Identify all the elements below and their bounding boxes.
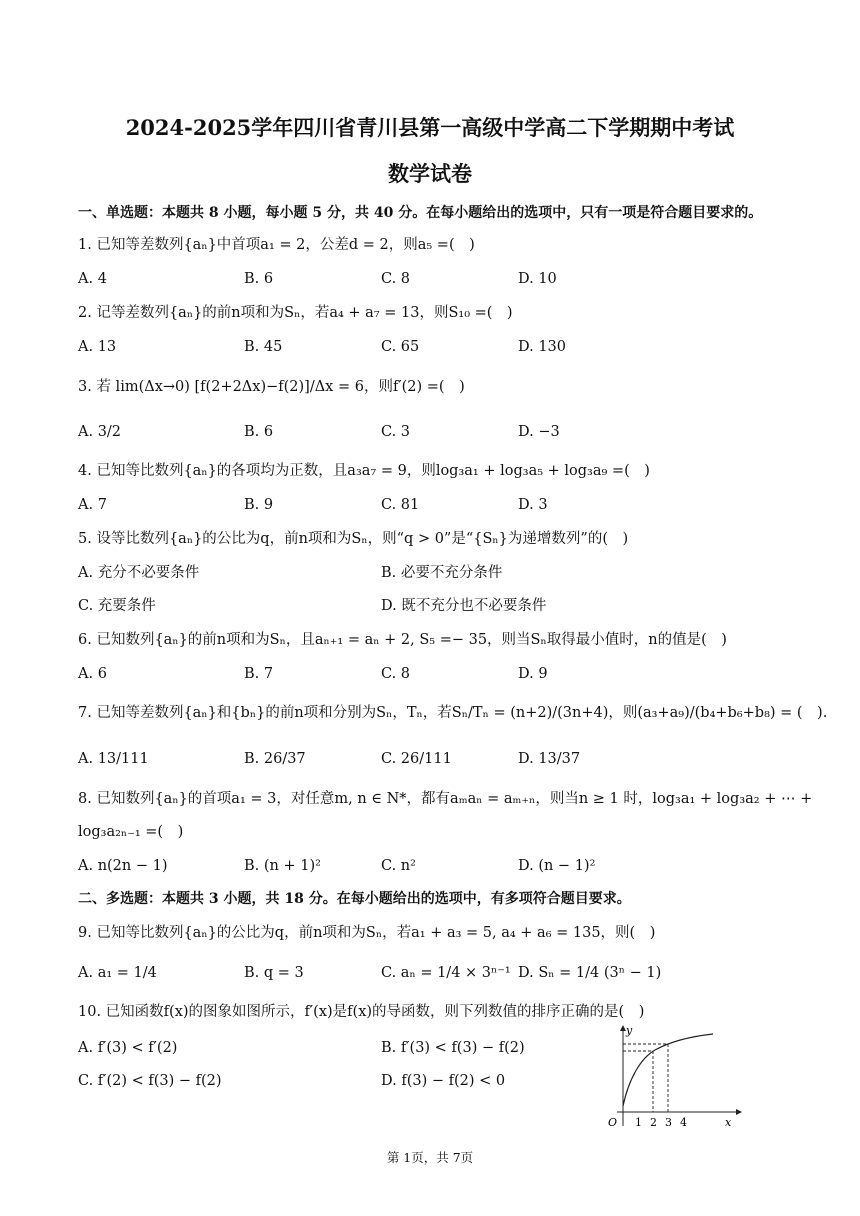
tick-1: 1 bbox=[635, 1116, 642, 1129]
q9-option-b: B. q = 3 bbox=[244, 965, 304, 981]
q6-option-d: D. 9 bbox=[518, 666, 548, 682]
y-axis-label: y bbox=[626, 1024, 633, 1037]
q7-option-b: B. 26/37 bbox=[244, 751, 306, 767]
q8-option-a: A. n(2n − 1) bbox=[78, 858, 168, 874]
q3-option-c: C. 3 bbox=[381, 424, 411, 440]
question-2: 2. 记等差数列{aₙ}的前n项和为Sₙ，若a₄ + a₇ = 13，则S₁₀ =( ) bbox=[78, 305, 513, 321]
q8-option-c: C. n² bbox=[381, 858, 416, 874]
question-4: 4. 已知等比数列{aₙ}的各项均为正数，且a₃a₇ = 9，则log₃a₁ + log₃a₅ + log₃a₉ =( ) bbox=[78, 463, 650, 479]
tick-3: 3 bbox=[665, 1116, 672, 1129]
section-1-heading: 一、单选题：本题共 8 小题，每小题 5 分，共 40 分。在每小题给出的选项中，只有一项是符合题目要求的。 bbox=[78, 205, 763, 221]
q7-option-d: D. 13/37 bbox=[518, 751, 581, 767]
q3-option-d: D. −3 bbox=[518, 424, 560, 440]
q9-option-c: C. aₙ = 1/4 × 3ⁿ⁻¹ bbox=[381, 965, 511, 981]
q4-option-a: A. 7 bbox=[78, 497, 107, 513]
section-2-heading: 二、多选题：本题共 3 小题，共 18 分。在每小题给出的选项中，有多项符合题目要求。 bbox=[78, 891, 631, 907]
q1-option-c: C. 8 bbox=[381, 271, 411, 287]
q3-option-b: B. 6 bbox=[244, 424, 274, 440]
q7-option-a: A. 13/111 bbox=[78, 751, 149, 767]
q6-option-b: B. 7 bbox=[244, 666, 274, 682]
x-axis-label: x bbox=[725, 1116, 732, 1129]
q2-option-b: B. 45 bbox=[244, 339, 283, 355]
q10-option-c: C. f′(2) < f(3) − f(2) bbox=[78, 1073, 222, 1089]
tick-2: 2 bbox=[650, 1116, 657, 1129]
q8-option-d: D. (n − 1)² bbox=[518, 858, 596, 874]
question-7: 7. 已知等差数列{aₙ}和{bₙ}的前n项和分别为Sₙ，Tₙ，若Sₙ/Tₙ = (n+2)/(3n+4)，则(a₃+a₉)/(b₄+b₆+b₈) = ( ). bbox=[78, 705, 828, 721]
question-6: 6. 已知数列{aₙ}的前n项和为Sₙ，且aₙ₊₁ = aₙ + 2, S₅ =− 35，则当Sₙ取得最小值时，n的值是( ) bbox=[78, 632, 727, 648]
question-1: 1. 已知等差数列{aₙ}中首项a₁ = 2，公差d = 2，则a₅ =( ) bbox=[78, 237, 475, 253]
exam-subtitle: 数学试卷 bbox=[388, 161, 472, 186]
q5-option-d: D. 既不充分也不必要条件 bbox=[381, 598, 547, 614]
q10-option-d: D. f(3) − f(2) < 0 bbox=[381, 1073, 506, 1089]
q2-option-a: A. 13 bbox=[78, 339, 117, 355]
q10-option-a: A. f′(3) < f′(2) bbox=[78, 1040, 178, 1056]
q1-option-a: A. 4 bbox=[78, 271, 107, 287]
q4-option-c: C. 81 bbox=[381, 497, 420, 513]
question-8-continued: log₃a₂ₙ₋₁ =( ) bbox=[78, 824, 184, 840]
q7-option-c: C. 26/111 bbox=[381, 751, 452, 767]
q3-option-a: A. 3/2 bbox=[78, 424, 122, 440]
q4-option-b: B. 9 bbox=[244, 497, 274, 513]
q1-option-d: D. 10 bbox=[518, 271, 557, 287]
exam-title: 2024-2025学年四川省青川县第一高级中学高二下学期期中考试 bbox=[125, 115, 735, 140]
function-graph bbox=[595, 1022, 745, 1134]
q1-option-b: B. 6 bbox=[244, 271, 274, 287]
q6-option-a: A. 6 bbox=[78, 666, 107, 682]
q2-option-d: D. 130 bbox=[518, 339, 567, 355]
q9-option-a: A. a₁ = 1/4 bbox=[78, 965, 157, 981]
q5-option-c: C. 充要条件 bbox=[78, 598, 156, 614]
q2-option-c: C. 65 bbox=[381, 339, 420, 355]
question-5: 5. 设等比数列{aₙ}的公比为q，前n项和为Sₙ，则“q > 0”是“{Sₙ}为递增数列”的( ) bbox=[78, 531, 629, 547]
q4-option-d: D. 3 bbox=[518, 497, 548, 513]
origin-label: O bbox=[608, 1116, 618, 1129]
question-10: 10. 已知函数f(x)的图象如图所示，f′(x)是f(x)的导函数，则下列数值的排序正确的是( ) bbox=[78, 1004, 645, 1020]
q5-option-b: B. 必要不充分条件 bbox=[381, 565, 503, 581]
q6-option-c: C. 8 bbox=[381, 666, 411, 682]
page-footer: 第 1页，共 7页 bbox=[386, 1150, 474, 1165]
question-3: 3. 若 lim(Δx→0) [f(2+2Δx)−f(2)]/Δx = 6，则f′(2) =( ) bbox=[78, 379, 465, 395]
question-9: 9. 已知等比数列{aₙ}的公比为q，前n项和为Sₙ，若a₁ + a₃ = 5, a₄ + a₆ = 135，则( ) bbox=[78, 925, 656, 941]
q9-option-d: D. Sₙ = 1/4 (3ⁿ − 1) bbox=[518, 965, 662, 981]
q10-option-b: B. f′(3) < f(3) − f(2) bbox=[381, 1040, 525, 1056]
tick-4: 4 bbox=[680, 1116, 687, 1129]
q8-option-b: B. (n + 1)² bbox=[244, 858, 321, 874]
question-8: 8. 已知数列{aₙ}的首项a₁ = 3，对任意m, n ∈ N*，都有aₘaₙ = aₘ₊ₙ，则当n ≥ 1 时，log₃a₁ + log₃a₂ + ⋯ + bbox=[78, 791, 813, 807]
q5-option-a: A. 充分不必要条件 bbox=[78, 565, 200, 581]
